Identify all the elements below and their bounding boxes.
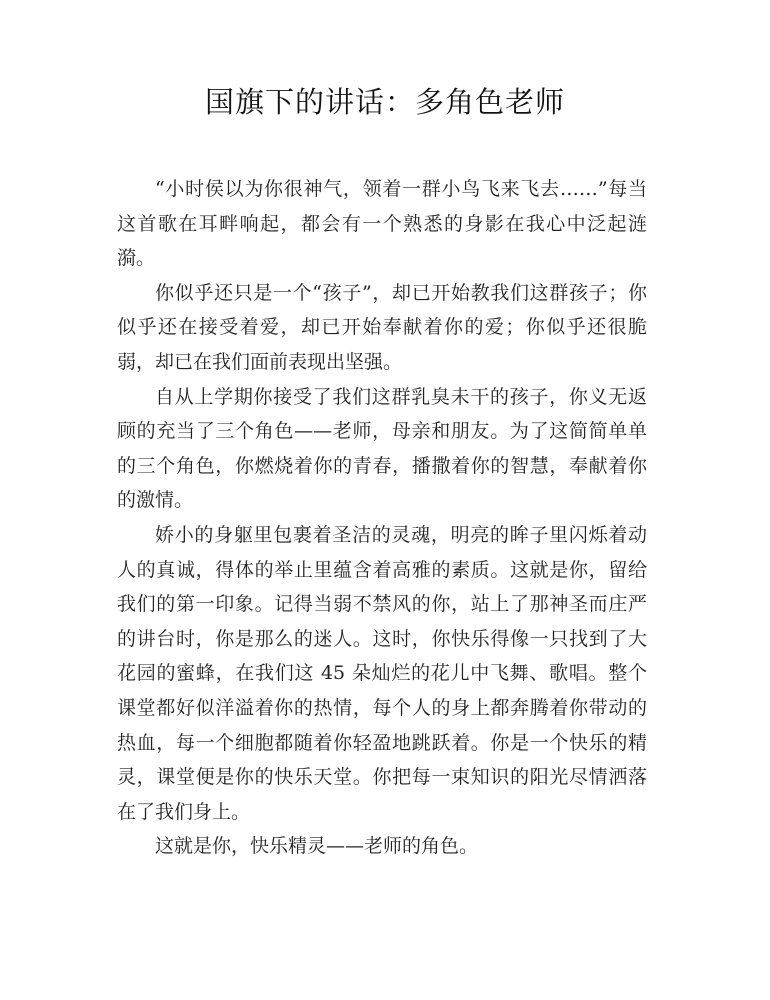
paragraph-5: 这就是你，快乐精灵——老师的角色。 (155, 835, 479, 858)
paragraph-2: 你似乎还只是一个“孩子”，却已开始教我们这群孩子；你似乎还在接受着爱，却已开始奉献着你的爱；你似乎还很脆弱，却已在我们面前表现出坚强。 (117, 281, 647, 373)
document-body (117, 172, 647, 864)
document-title: 国旗下的讲话：多角色老师 (204, 85, 565, 119)
paragraph-3: 自从上学期你接受了我们这群乳臭未干的孩子，你义无返顾的充当了三个角色——老师，母亲和朋友。为了这简简单单的三个角色，你燃烧着你的青春，播撒着你的智慧，奉献着你的激情。 (117, 385, 647, 512)
paragraph-1: “小时侯以为你很神气，领着一群小鸟飞来飞去……”每当这首歌在耳畔响起，都会有一个熟悉的身影在我心中泛起涟漪。 (117, 178, 647, 270)
paragraph-4: 娇小的身躯里包裹着圣洁的灵魂，明亮的眸子里闪烁着动人的真诚，得体的举止里蕴含着高雅的素质。这就是你，留给我们的第一印象。记得当弱不禁风的你，站上了那神圣而庄严的讲台时，你是那么的迷人。这时，你快乐得像一只找到了大花园的蜜蜂，在我们这 45 朵灿烂的花儿中飞舞、歌唱。整个课堂都好似洋溢着你的热情，每个人的身上都奔腾着你带动的热血，每一个细胞都随着你轻盈地跳跃着。你是一个快乐的精灵，课堂便是你的快乐天堂。你把每一束知识的阳光尽情洒落在了我们身上。 (117, 523, 647, 823)
